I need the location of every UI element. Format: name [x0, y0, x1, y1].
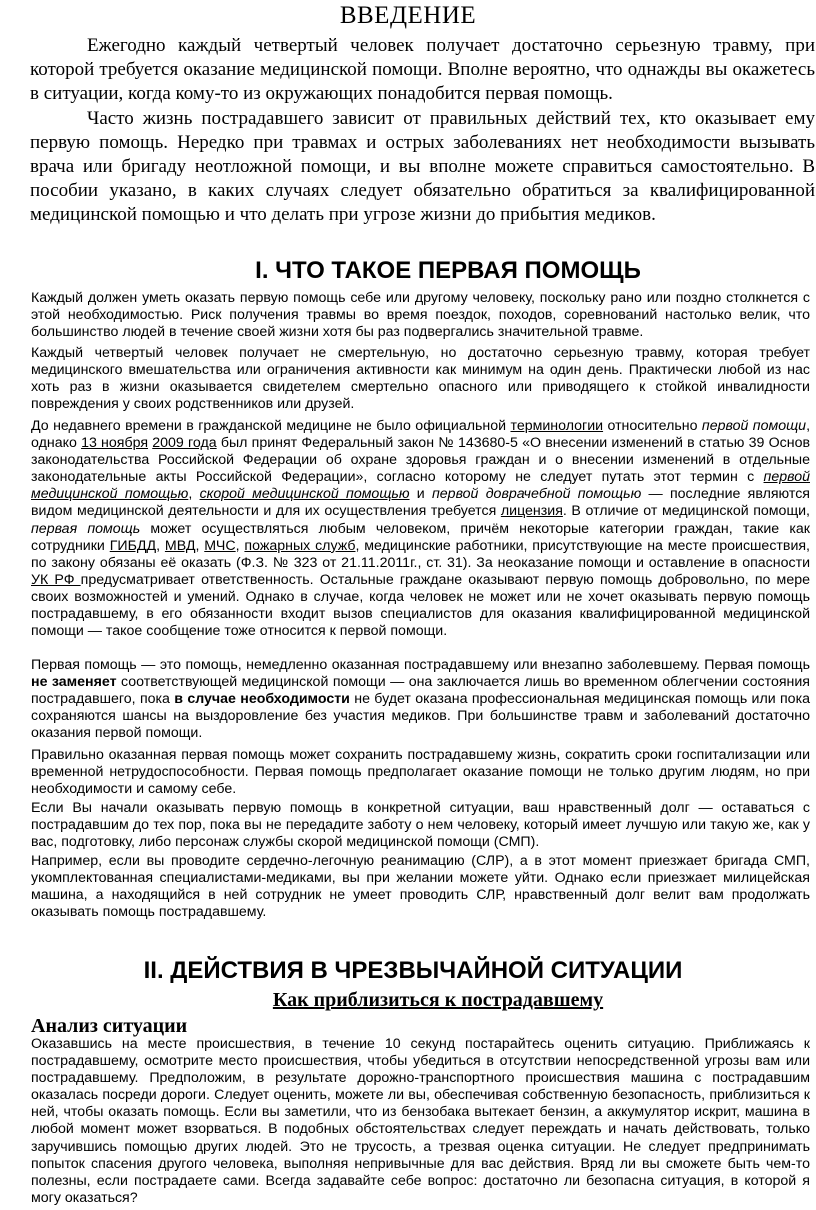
- text-span: относительно: [603, 418, 702, 434]
- intro-heading: ВВЕДЕНИЕ: [339, 2, 477, 29]
- link-uk-rf[interactable]: УК РФ: [31, 571, 81, 588]
- text-span: . В отличие от медицинской помощи,: [562, 503, 810, 520]
- section-1-paragraph-3: [31, 418, 810, 640]
- emphasis-first-aid: первой помощи: [701, 418, 807, 434]
- section-1-paragraph-5: Правильно оказанная первая помощь может сохранить пострадавшему жизнь, сократить сроки госпитализации или временной нетрудоспособности. Первая помощь предполагает оказание помощи не только другим людям, но при необходимости и самому себе.: [31, 747, 810, 798]
- link-terminology[interactable]: терминологии: [510, 418, 604, 434]
- text-span: был принят Федеральный закон № 143680-5 «О внесении изменений в статью 39 Основ законодательства Российской Федерации об охране здоровья граждан и о внесении изменений в отдельные законодательные акты Российской Федерации», согласно которому не следует путать этот термин с: [31, 435, 810, 486]
- link-first-medical-aid[interactable]: первой медицинской помощью: [31, 469, 810, 503]
- bold-if-needed: в случае необходимости: [174, 691, 350, 708]
- text-span: До недавнего времени в гражданской медицине не было официальной: [31, 418, 511, 434]
- link-mvd[interactable]: МВД: [164, 537, 196, 554]
- section-1-paragraph-7: Например, если вы проводите сердечно-легочную реанимацию (СЛР), а в этот момент приезжает бригада СМП, укомплектованная специалистами-медиками, вы при желании можете уйти. Однако если приезжает милицейская машина, а находящийся в ней сотрудник не умеет проводить СЛР, нравственный долг велит вам продолжать оказывать помощь пострадавшему.: [31, 853, 810, 921]
- text-span: ,: [188, 486, 200, 503]
- intro-paragraph-2: Часто жизнь пострадавшего зависит от правильных действий тех, кто оказывает ему первую помощь. Нередко при травмах и острых заболеваниях нет необходимости вызывать врача или бригаду неотложной помощи, и вы вполне можете справиться самостоятельно. В пособии указано, в каких случаях следует обязательно обратиться за квалифицированной медицинской помощью и что делать при угрозе жизни до прибытия медиков.: [30, 108, 815, 225]
- text-span: Первая помощь — это помощь, немедленно оказанная пострадавшему или внезапно заболевшему. Первая помощь: [31, 657, 810, 673]
- section-1-paragraph-6: Если Вы начали оказывать первую помощь в конкретной ситуации, ваш нравственный долг — оставаться с пострадавшим до тех пор, пока вы не передадите заботу о нем человеку, который имеет лучшую или такую же, как у вас, подготовку, либо персонаж службы скорой медицинской помощи (СМП).: [31, 800, 810, 851]
- section-1-heading: I. ЧТО ТАКОЕ ПЕРВАЯ ПОМОЩЬ: [255, 257, 641, 284]
- link-fire-services[interactable]: пожарных служб: [244, 537, 356, 554]
- link-mchs[interactable]: МЧС: [204, 537, 236, 554]
- text-span: соответствующей медицинской помощи — она заключается лишь во временном облегчении состояния пострадавшего, пока: [31, 674, 810, 708]
- text-span: ,: [195, 537, 205, 554]
- text-span: может осуществляться любым человеком, причём некоторые категории граждан, такие как сотрудники: [31, 520, 810, 554]
- section-1-paragraph-2: Каждый четвертый человек получает не смертельную, но достаточно серьезную травму, которая требует медицинского вмешательства или ограничения активности как минимум на один день. Практически любой из нас хоть раз в жизни оказывается свидетелем смертельно опасного или приводящего к стойкой инвалидности повреждения у своих родственников или друзей.: [31, 345, 810, 413]
- intro-paragraph-1: Ежегодно каждый четвертый человек получает достаточно серьезную травму, при которой требуется оказание медицинской помощи. Вполне вероятно, что однажды вы окажетесь в ситуации, когда кому-то из окружающих понадобится первая помощь.: [30, 35, 815, 104]
- bold-not-replace: не заменяет: [31, 674, 117, 691]
- section-2-subheading: Как приблизиться к пострадавшему: [272, 989, 604, 1011]
- text-span: ,: [235, 537, 245, 554]
- section-1-paragraph-4: [31, 657, 810, 742]
- link-license[interactable]: лицензия: [500, 503, 563, 520]
- text-span: не будет оказана профессиональная медицинская помощь или пока сохраняются шансы на выздоровление без участия медиков. При большинстве травм и заболеваний достаточно оказания первой помощи.: [31, 691, 810, 742]
- section-2-subsubheading: Анализ ситуации: [31, 1015, 188, 1037]
- text-span: — последние являются видом медицинской деятельности и для их осуществления требуется: [31, 486, 810, 520]
- section-1-paragraph-1: Каждый должен уметь оказать первую помощь себе или другому человеку, поскольку рано или поздно столкнется с этой необходимостью. Риск получения травмы во время поездок, походов, соревнований настолько велик, что большинство людей в течение своей жизни хотя бы раз подвергались значительной травме.: [31, 290, 810, 341]
- text-span: , однако: [31, 418, 811, 452]
- link-gibdd[interactable]: ГИБДД: [109, 537, 157, 554]
- section-2-heading: II. ДЕЙСТВИЯ В ЧРЕЗВЫЧАЙНОЙ СИТУАЦИИ: [143, 957, 683, 984]
- link-year[interactable]: 2009 года: [152, 435, 217, 452]
- link-date[interactable]: 13 ноября: [81, 435, 149, 452]
- section-2-paragraph-1: Оказавшись на месте происшествия, в течение 10 секунд постарайтесь оценить ситуацию. Приближаясь к пострадавшему, осмотрите место происшествия, чтобы убедиться в отсутствии непосредственной угрозы вам или пострадавшему. Предположим, в результате дорожно-транспортного происшествия машина с пострадавшим оказалась посреди дороги. Следует оценить, можете ли вы, обеспечивая собственную безопасность, приблизиться к ней, чтобы оказать помощь. Если вы заметили, что из бензобака вытекает бензин, а аккумулятор искрит, машина в любой момент может взорваться. В подобных обстоятельствах следует переждать и начать действовать, только заручившись помощью других людей. Это не трусость, а трезвая оценка ситуации. Не следует предпринимать попыток спасения другого человека, выполняя непривычные для вас действия. Вряд ли вы сможете быть чем-то полезны, если пострадаете сами. Всегда задавайте себе вопрос: достаточно ли безопасна ситуация, в которой я могу оказаться?: [31, 1036, 810, 1206]
- text-span: ,: [156, 537, 165, 554]
- text-span: , медицинские работники, присутствующие на месте происшествия, по закону обязаны её оказать (Ф.З. № 323 от 21.11.2011г., ст. 31). За неоказание помощи и оставление в опасности: [31, 537, 810, 571]
- text-span: и: [409, 486, 432, 503]
- link-ambulance[interactable]: скорой медицинской помощью: [199, 486, 410, 503]
- emphasis-first-aid-2: первая помощь: [31, 520, 141, 537]
- text-span: предусматривает ответственность. Остальные граждане оказывают первую помощь добровольно, по мере своих возможностей и умений. Однако в случае, когда человек не может или не хочет оказывать первую помощь пострадавшему, в его обязанности входит вызов специалистов для оказания квалифицированной медицинской помощи — такое сообщение тоже относится к первой помощи.: [31, 571, 810, 640]
- emphasis-prehospital-aid: первой доврачебной помощью: [431, 486, 642, 503]
